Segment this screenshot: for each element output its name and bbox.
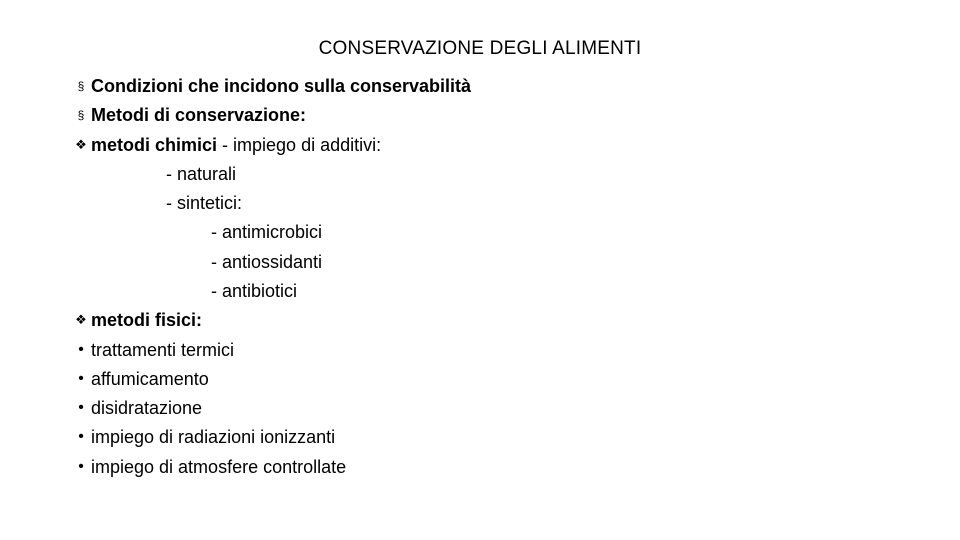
list-item-text (91, 397, 202, 419)
list-item-normal-text: impiego di radiazioni ionizzanti (91, 427, 336, 447)
section-marker-icon: § (77, 108, 85, 122)
list-item-text (166, 192, 242, 214)
list-item-normal-text: - sintetici: (166, 193, 243, 213)
list-item-bold-text: metodi chimici (91, 135, 218, 155)
list-item-text (91, 339, 234, 361)
list-item-text (211, 251, 322, 273)
diamond-bullet-icon: ❖ (75, 312, 87, 327)
list-item-normal-text: - impiego di additivi: (217, 135, 382, 155)
diamond-bullet-icon: ❖ (75, 137, 87, 152)
list-item-normal-text: - antibiotici (211, 281, 298, 301)
slide-title: CONSERVAZIONE DEGLI ALIMENTI (318, 38, 642, 59)
list-item-text (91, 368, 209, 390)
list-item-normal-text: disidratazione (91, 398, 203, 418)
list-item-bold-text: metodi fisici: (91, 310, 203, 330)
list-item-text (211, 221, 322, 243)
bullet-icon: • (78, 341, 84, 358)
bullet-icon: • (78, 399, 84, 416)
bullet-icon: • (78, 370, 84, 387)
list-item-text (91, 134, 381, 156)
list-item-bold-text: Condizioni che incidono sulla conservabilità (91, 76, 472, 96)
list-item-normal-text: - antiossidanti (211, 252, 323, 272)
bullet-icon: • (78, 458, 84, 475)
list-item-text (91, 75, 471, 97)
bullet-icon: • (78, 428, 84, 445)
list-item-text (211, 280, 297, 302)
list-item-normal-text: - naturali (166, 164, 237, 184)
list-item-normal-text: impiego di atmosfere controllate (91, 457, 347, 477)
list-item-normal-text: trattamenti termici (91, 340, 235, 360)
list-item-text (91, 104, 306, 126)
list-item-text (91, 456, 346, 478)
section-marker-icon: § (77, 79, 85, 93)
list-item-normal-text: - antimicrobici (211, 222, 323, 242)
list-item-text (91, 309, 202, 331)
list-item-normal-text: affumicamento (91, 369, 209, 389)
list-item-text (166, 163, 236, 185)
list-item-bold-text: Metodi di conservazione: (91, 105, 307, 125)
list-item-text (91, 426, 335, 448)
